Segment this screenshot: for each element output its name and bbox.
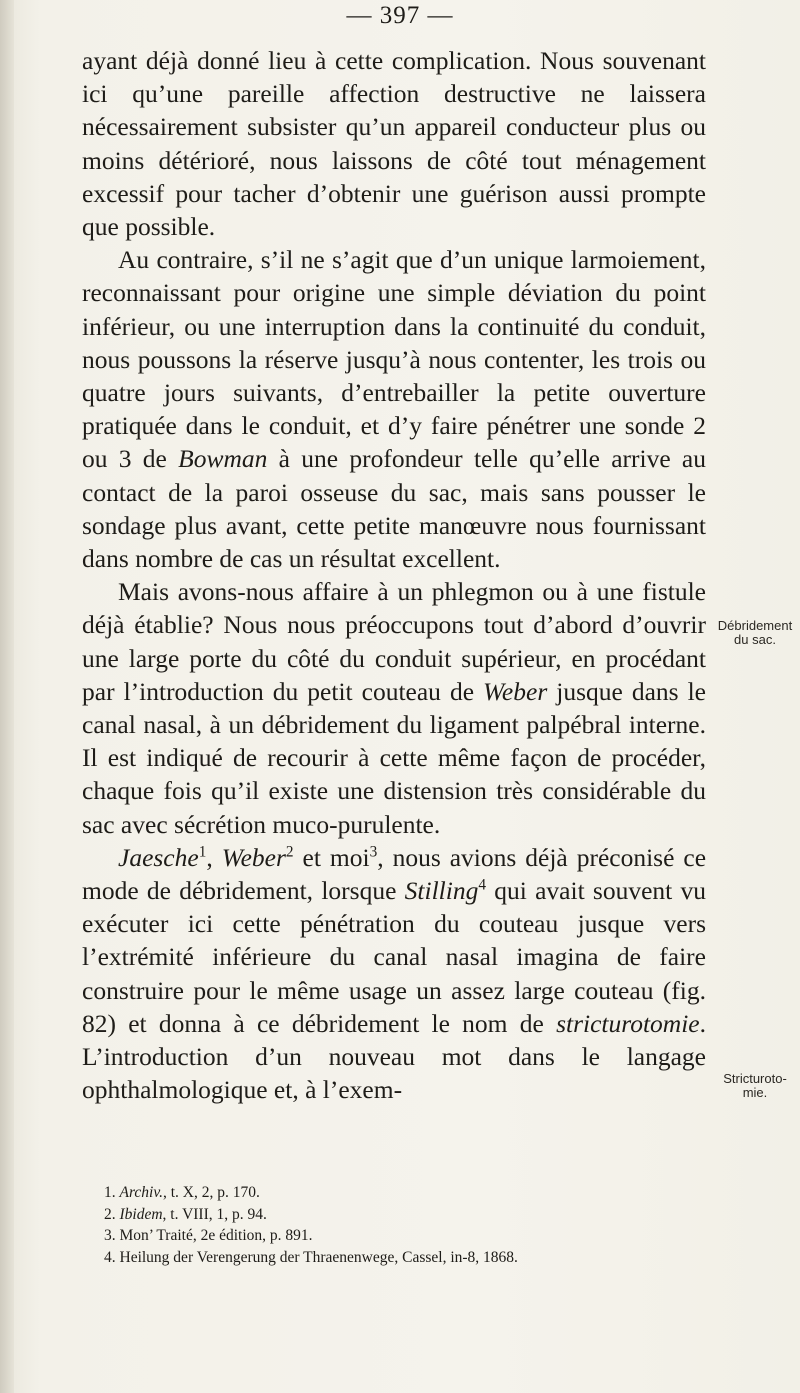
footnote-item: [104, 1182, 704, 1204]
footnote-number: 4.: [104, 1248, 116, 1266]
footnote-text: Mon’ Traité, 2e édition, p. 891.: [119, 1227, 313, 1244]
footnote-source: Archiv.: [119, 1184, 163, 1201]
page-number: — 397 —: [346, 2, 454, 29]
footnotes: [104, 1182, 704, 1268]
paragraph-stricturotomie: [82, 841, 706, 1107]
paragraph-text: qui avait souvent vu exécuter ici cette pénétration du couteau jusque vers l’extrémité inférieure du canal nasal imagina de faire construire pour le même usage un assez large couteau (fig. 82) et donna à ce débridement le nom de: [82, 876, 706, 1038]
footnote-ref: 1: [198, 843, 207, 861]
paragraph-continuation: [82, 44, 706, 243]
footnote-text: Heilung der Verengerung der Thraenenwege, Cassel, in-8, 1868.: [119, 1248, 518, 1266]
author-name: Weber: [221, 842, 286, 872]
paragraph-text: Mais avons-nous affaire à un phlegmon ou à une fistule déjà établie? Nous nous préoccupons tout d’abord d’ouvrir une large porte du côté du conduit supérieur, en procédant par l’introduction du petit couteau de: [82, 577, 706, 706]
footnote-number: 2.: [104, 1205, 116, 1223]
footnote-source: Ibidem: [119, 1205, 163, 1223]
page-gutter: [0, 0, 14, 1393]
footnote-item: [104, 1204, 704, 1226]
body-text: [82, 44, 706, 1107]
paragraph-text: et moi: [293, 842, 370, 872]
margin-note-stricturotomie: [712, 1072, 798, 1100]
paragraph-text: Au contraire, s’il ne s’agit que d’un unique larmoiement, reconnaissant pour origine une simple déviation du point inférieur, ou une interruption dans la continuité du conduit, nous poussons la réserve jusqu’à nous contenter, les trois ou quatre jours suivants, d’entrebailler la petite ouverture pratiquée dans le conduit, et d’y faire pénétrer une sonde 2 ou 3 de: [82, 245, 706, 474]
paragraph-text: . L’introduction d’un nouveau mot dans le langage ophthalmologique et, à l’exem-: [82, 1008, 706, 1105]
paragraph-text: à une profondeur telle qu’elle arrive au contact de la paroi osseuse du sac, mais sans pousser le sondage plus avant, cette petite manœuvre nous fournissant dans nombre de cas un résultat excellent.: [82, 444, 706, 574]
paragraph-text: ayant déjà donné lieu à cette complication. Nous souvenant ici qu’une pareille affection destructive ne laissera nécessairement subsister qu’un appareil conducteur plus ou moins détérioré, nous laissons de côté tout ménagement excessif pour tacher d’obtenir une guérison aussi prompte que possible.: [82, 46, 706, 242]
paragraph-phlegmon: [82, 575, 706, 841]
margin-note-line: Stricturoto-: [723, 1071, 787, 1086]
footnote-item: [104, 1247, 704, 1269]
author-name: Bowman: [178, 444, 268, 474]
footnote-ref: 2: [285, 843, 294, 861]
author-name: Weber: [483, 676, 548, 706]
footnote-text: , t. VIII, 1, p. 94.: [162, 1205, 267, 1223]
paragraph-text: jusque dans le canal nasal, à un débridement du ligament palpébral interne. Il est indiqué de recourir à cette même façon de procéder, chaque fois qu’il existe une distension très considérable du sac avec sécrétion muco-purulente.: [82, 676, 706, 839]
footnote-ref: 4: [478, 876, 486, 894]
author-name: Jaesche: [118, 842, 199, 872]
margin-note-line: mie.: [742, 1085, 768, 1100]
footnote-number: 3.: [104, 1227, 116, 1244]
footnote-ref: 3: [369, 843, 378, 861]
footnote-item: [104, 1225, 704, 1247]
margin-note-line: Débridement: [717, 618, 793, 633]
paragraph-text: , nous avions déjà préconisé ce mode de débridement, lorsque: [82, 842, 707, 906]
margin-note-debridement: [712, 619, 798, 647]
footnote-text: , t. X, 2, p. 170.: [162, 1184, 260, 1201]
term-italic: stricturotomie: [556, 1008, 700, 1038]
author-name: Stilling: [404, 876, 479, 906]
margin-note-line: du sac.: [734, 632, 776, 647]
paragraph-text: ,: [206, 842, 222, 872]
paragraph-larmoiement: [82, 243, 706, 575]
footnote-number: 1.: [104, 1184, 116, 1201]
